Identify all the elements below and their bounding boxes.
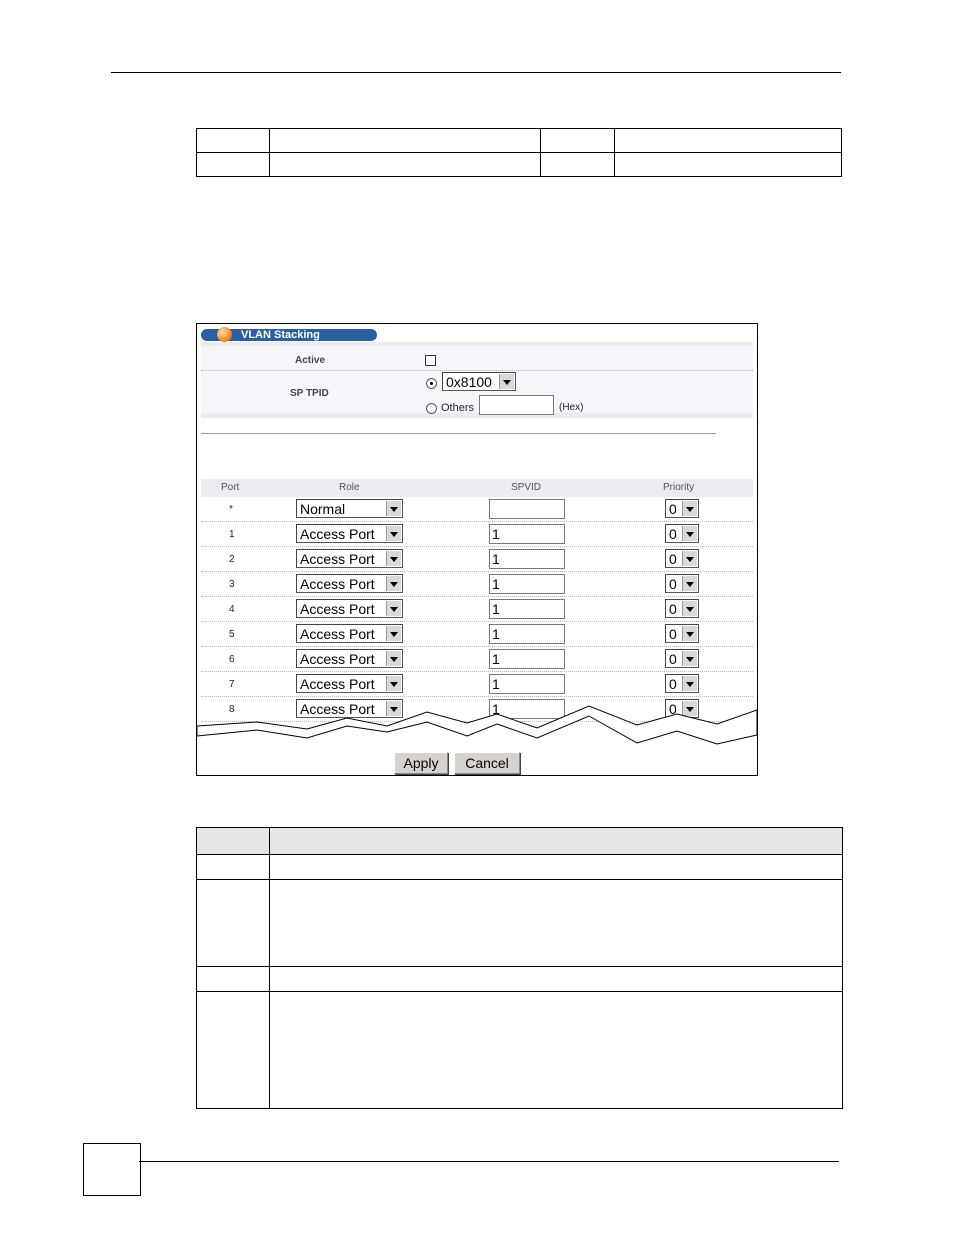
chevron-down-icon — [386, 651, 401, 666]
spvid-input[interactable]: 1 — [489, 549, 565, 569]
spvid-input[interactable] — [489, 499, 565, 519]
section-divider — [201, 433, 716, 434]
col-priority: Priority — [663, 482, 695, 493]
priority-select[interactable]: 0 — [665, 624, 699, 643]
row-separator — [201, 571, 753, 572]
active-label: Active — [295, 355, 326, 366]
table-row-port: 5 — [229, 629, 235, 640]
role-select[interactable]: Access Port — [296, 549, 403, 568]
priority-select[interactable]: 0 — [665, 674, 699, 693]
table-row-port: 6 — [229, 654, 235, 665]
row-separator — [201, 696, 753, 697]
tpid-preset-radio[interactable] — [426, 378, 437, 389]
active-checkbox[interactable] — [425, 355, 436, 366]
page-number-box — [83, 1143, 141, 1196]
role-select[interactable]: Normal — [296, 499, 403, 518]
row-separator — [201, 621, 753, 622]
chevron-down-icon — [386, 626, 401, 641]
tpid-select[interactable]: 0x8100 — [442, 372, 516, 391]
spvid-input[interactable]: 1 — [489, 599, 565, 619]
apply-button[interactable]: Apply — [394, 752, 448, 774]
role-select[interactable]: Access Port — [296, 624, 403, 643]
priority-select[interactable]: 0 — [665, 574, 699, 593]
spvid-input[interactable]: 1 — [489, 699, 565, 719]
spvid-input[interactable]: 1 — [489, 524, 565, 544]
row-separator — [201, 671, 753, 672]
priority-select[interactable]: 0 — [665, 524, 699, 543]
tpid-others-radio[interactable] — [426, 403, 437, 414]
chevron-down-icon — [682, 651, 697, 666]
role-select[interactable]: Access Port — [296, 699, 403, 718]
chevron-down-icon — [386, 601, 401, 616]
row-separator — [201, 521, 753, 522]
role-select[interactable]: Access Port — [296, 524, 403, 543]
chevron-down-icon — [682, 576, 697, 591]
chevron-down-icon — [682, 601, 697, 616]
priority-select[interactable]: 0 — [665, 699, 699, 718]
row-separator — [201, 646, 753, 647]
chevron-down-icon — [386, 526, 401, 541]
spvid-input[interactable]: 1 — [489, 649, 565, 669]
table-row-port: 3 — [229, 579, 235, 590]
chevron-down-icon — [386, 576, 401, 591]
table-row-port: 7 — [229, 679, 235, 690]
chevron-down-icon — [499, 374, 514, 389]
chevron-down-icon — [682, 626, 697, 641]
vlan-stacking-screenshot — [196, 323, 758, 776]
others-label: Others — [441, 402, 475, 414]
chevron-down-icon — [682, 526, 697, 541]
priority-select[interactable]: 0 — [665, 649, 699, 668]
tpid-others-input[interactable] — [479, 395, 554, 415]
chevron-down-icon — [682, 676, 697, 691]
spvid-input[interactable]: 1 — [489, 624, 565, 644]
chevron-down-icon — [386, 551, 401, 566]
row-separator — [201, 546, 753, 547]
table-row-port: 8 — [229, 704, 235, 715]
description-table — [196, 827, 843, 1109]
sptpid-label: SP TPID — [290, 388, 329, 399]
spvid-input[interactable]: 1 — [489, 674, 565, 694]
torn-edge-graphic — [197, 704, 757, 754]
col-port: Port — [221, 482, 240, 493]
role-select[interactable]: Access Port — [296, 599, 403, 618]
chevron-down-icon — [682, 501, 697, 516]
chevron-down-icon — [682, 551, 697, 566]
row-separator — [201, 596, 753, 597]
table-row-port: 2 — [229, 554, 235, 565]
chevron-down-icon — [386, 676, 401, 691]
cancel-button[interactable]: Cancel — [454, 752, 520, 774]
header-rule — [111, 72, 841, 73]
col-role: Role — [339, 482, 360, 493]
top-table — [196, 128, 842, 177]
role-select[interactable]: Access Port — [296, 674, 403, 693]
priority-select[interactable]: 0 — [665, 549, 699, 568]
spvid-input[interactable]: 1 — [489, 574, 565, 594]
col-spvid: SPVID — [511, 482, 542, 493]
role-select[interactable]: Access Port — [296, 574, 403, 593]
screen-title: VLAN Stacking — [201, 329, 377, 341]
title-orb-icon — [217, 327, 232, 342]
table-row-port: 4 — [229, 604, 235, 615]
footer-rule — [139, 1161, 839, 1162]
role-select[interactable]: Access Port — [296, 649, 403, 668]
chevron-down-icon — [386, 501, 401, 516]
table-row-port: * — [229, 504, 233, 515]
table-row-port: 1 — [229, 529, 235, 540]
priority-select[interactable]: 0 — [665, 499, 699, 518]
hex-label: (Hex) — [559, 402, 584, 413]
priority-select[interactable]: 0 — [665, 599, 699, 618]
